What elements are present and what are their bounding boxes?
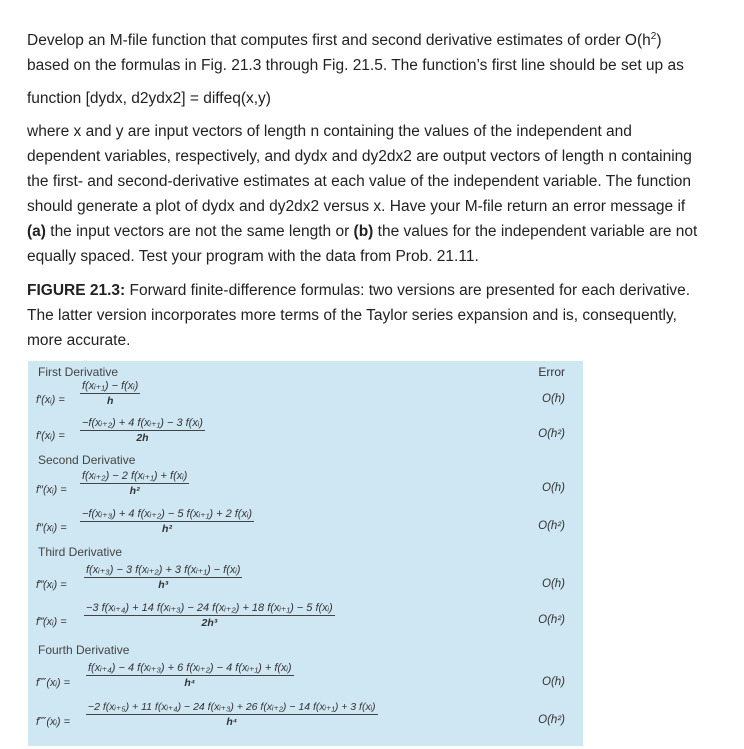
formula-fraction bbox=[80, 379, 140, 409]
formula-figure bbox=[28, 361, 583, 746]
problem-body bbox=[27, 119, 725, 269]
formula-lhs: f⁗(xᵢ) = bbox=[36, 716, 71, 728]
formula-fraction bbox=[84, 563, 242, 593]
formula-fraction bbox=[80, 469, 189, 499]
error-order: O(h) bbox=[542, 578, 565, 590]
denominator: h⁴ bbox=[184, 677, 196, 689]
error-order: O(h) bbox=[542, 676, 565, 688]
numerator: −2 f(xᵢ₊₅) + 11 f(xᵢ₊₄) − 24 f(xᵢ₊₃) + 26 f(xᵢ₊₂) − 14 f(xᵢ₊₁) + 3 f(xᵢ) bbox=[88, 701, 376, 713]
caption-text: Forward finite-difference formulas: two versions are presented for each derivative. bbox=[125, 282, 691, 299]
formula-lhs: f‴(xᵢ) = bbox=[36, 616, 67, 628]
problem-line-2: based on the formulas in Fig. 21.3 through Fig. 21.5. The function’s first line should be set up as bbox=[27, 57, 684, 74]
caption-line-2: The latter version incorporates more terms of the Taylor series expansion and is, consequently, bbox=[27, 307, 677, 324]
figure-caption bbox=[27, 278, 725, 353]
error-order: O(h²) bbox=[538, 428, 565, 440]
caption-line-3: more accurate. bbox=[27, 332, 131, 349]
error-order: O(h²) bbox=[538, 520, 565, 532]
problem-line: where x and y are input vectors of length n containing the values of the independent and bbox=[27, 123, 632, 140]
formula-lhs: f⁗(xᵢ) = bbox=[36, 677, 71, 689]
formula-fraction bbox=[80, 416, 205, 446]
superscript: 2 bbox=[650, 30, 657, 42]
numerator: f(xᵢ₊₄) − 4 f(xᵢ₊₃) + 6 f(xᵢ₊₂) − 4 f(xᵢ₊₁) + f(xᵢ) bbox=[88, 662, 292, 674]
numerator: −3 f(xᵢ₊₄) + 14 f(xᵢ₊₃) − 24 f(xᵢ₊₂) + 18 f(xᵢ₊₁) − 5 f(xᵢ) bbox=[86, 602, 333, 614]
problem-text: Develop an M-file function that computes first and second derivative estimates of order O(h bbox=[27, 32, 651, 49]
numerator: −f(xᵢ₊₂) + 4 f(xᵢ₊₁) − 3 f(xᵢ) bbox=[82, 417, 203, 429]
formula-lhs: f″(xᵢ) = bbox=[36, 484, 67, 496]
denominator: h² bbox=[129, 485, 140, 497]
problem-line-1 bbox=[27, 28, 725, 53]
formula-lhs: f′(xᵢ) = bbox=[36, 394, 65, 406]
function-signature: function [dydx, d2ydx2] = diffeq(x,y) bbox=[27, 90, 271, 107]
section-second-derivative: Second Derivative bbox=[38, 453, 136, 467]
numerator: f(xᵢ₊₂) − 2 f(xᵢ₊₁) + f(xᵢ) bbox=[82, 470, 188, 482]
denominator: h³ bbox=[158, 579, 169, 591]
problem-text: the values for the independent variable are not bbox=[373, 223, 698, 240]
formula-lhs: f″(xᵢ) = bbox=[36, 522, 67, 534]
problem-line bbox=[27, 219, 725, 244]
denominator: h bbox=[106, 395, 114, 407]
formula-fraction bbox=[84, 601, 335, 631]
section-third-derivative: Third Derivative bbox=[38, 545, 123, 559]
denominator: 2h³ bbox=[201, 617, 218, 629]
problem-line: dependent variables, respectively, and dydx and dy2dx2 are output vectors of length n containing bbox=[27, 148, 692, 165]
denominator: 2h bbox=[136, 432, 149, 444]
error-order: O(h) bbox=[542, 393, 565, 405]
formula-fraction bbox=[86, 661, 294, 691]
denominator: h² bbox=[162, 523, 172, 535]
problem-intro bbox=[27, 28, 725, 78]
error-order: O(h²) bbox=[538, 614, 565, 626]
formula-lhs: f‴(xᵢ) = bbox=[36, 579, 67, 591]
section-fourth-derivative: Fourth Derivative bbox=[38, 643, 130, 657]
formula-lhs: f′(xᵢ) = bbox=[36, 430, 65, 442]
formula-fraction bbox=[86, 700, 378, 730]
bold-label: (a) bbox=[27, 223, 46, 240]
problem-text: the input vectors are not the same length or bbox=[45, 223, 354, 240]
numerator: f(xᵢ₊₁) − f(xᵢ) bbox=[82, 380, 139, 392]
problem-line: equally spaced. Test your program with the data from Prob. 21.11. bbox=[27, 248, 479, 265]
caption-label: FIGURE 21.3: bbox=[27, 282, 126, 299]
problem-line: should generate a plot of dydx and dy2dx2 versus x. Have your M-file return an error message if bbox=[27, 198, 686, 215]
error-order: O(h) bbox=[542, 482, 565, 494]
section-first-derivative: First Derivative bbox=[38, 365, 119, 379]
caption-line-1 bbox=[27, 278, 725, 303]
formula-fraction bbox=[80, 507, 254, 537]
error-order: O(h²) bbox=[538, 714, 565, 726]
denominator: h⁴ bbox=[226, 716, 238, 728]
problem-text: ) bbox=[656, 32, 662, 49]
error-header: Error bbox=[538, 365, 565, 379]
problem-line: the first- and second-derivative estimates at each value of the independent variable. The function bbox=[27, 173, 692, 190]
numerator: −f(xᵢ₊₃) + 4 f(xᵢ₊₂) − 5 f(xᵢ₊₁) + 2 f(xᵢ) bbox=[82, 508, 253, 520]
bold-label: (b) bbox=[353, 223, 374, 240]
numerator: f(xᵢ₊₃) − 3 f(xᵢ₊₂) + 3 f(xᵢ₊₁) − f(xᵢ) bbox=[86, 564, 241, 576]
